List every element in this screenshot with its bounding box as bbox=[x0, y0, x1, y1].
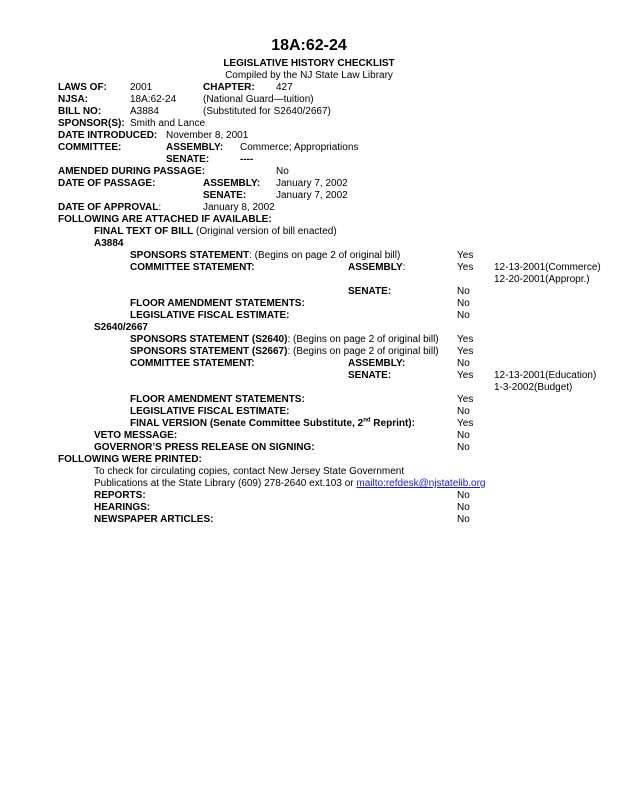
laws-of-label: LAWS OF: bbox=[58, 82, 107, 93]
s2640-final-version-label: FINAL VERSION (Senate Committee Substitute, 2nd Reprint): bbox=[130, 417, 415, 429]
governor-press-release-value: No bbox=[457, 442, 470, 453]
newspaper-articles-label: NEWSPAPER ARTICLES: bbox=[94, 514, 214, 525]
s2640-heading: S2640/2667 bbox=[94, 322, 148, 333]
sponsors-label: SPONSOR(S): bbox=[58, 118, 125, 129]
circulating-copies-line-2: Publications at the State Library (609) 278-2640 ext.103 or mailto:refdesk@njstatelib.org bbox=[94, 478, 486, 489]
sponsors-value: Smith and Lance bbox=[130, 118, 206, 129]
a3884-senate-label: SENATE: bbox=[348, 286, 392, 297]
committee-senate-value: ---- bbox=[240, 154, 254, 165]
hearings-value: No bbox=[457, 502, 470, 513]
a3884-floor-value: No bbox=[457, 298, 470, 309]
date-introduced-value: November 8, 2001 bbox=[166, 130, 249, 141]
s2640-floor-label: FLOOR AMENDMENT STATEMENTS: bbox=[130, 394, 305, 405]
chapter-label: CHAPTER: bbox=[203, 82, 255, 93]
date-of-approval-label: DATE OF APPROVAL: bbox=[58, 202, 162, 213]
njsa-note: (National Guard—tuition) bbox=[203, 94, 314, 105]
laws-of-value: 2001 bbox=[130, 82, 153, 93]
newspaper-articles-value: No bbox=[457, 514, 470, 525]
reports-label: REPORTS: bbox=[94, 490, 146, 501]
passage-senate-value: January 7, 2002 bbox=[276, 190, 348, 201]
passage-assembly-label: ASSEMBLY: bbox=[203, 178, 261, 189]
bill-no-note: (Substituted for S2640/2667) bbox=[203, 106, 331, 117]
s2640-sponsors-statement: SPONSORS STATEMENT (S2640): (Begins on page 2 of original bill) bbox=[130, 334, 439, 345]
bill-no-label: BILL NO: bbox=[58, 106, 102, 117]
a3884-senate-value: No bbox=[457, 286, 470, 297]
date-of-approval-value: January 8, 2002 bbox=[203, 202, 275, 213]
page-title: 18A:62-24 bbox=[271, 37, 347, 54]
a3884-fiscal-label: LEGISLATIVE FISCAL ESTIMATE: bbox=[130, 310, 290, 321]
a3884-assembly-label: ASSEMBLY: bbox=[348, 262, 406, 273]
s2640-floor-value: Yes bbox=[457, 394, 474, 405]
chapter-value: 427 bbox=[276, 82, 293, 93]
s2640-final-version-value: Yes bbox=[457, 418, 474, 429]
a3884-assembly-date-2: 12-20-2001(Appropr.) bbox=[494, 274, 590, 285]
date-introduced-label: DATE INTRODUCED: bbox=[58, 130, 158, 141]
s2640-committee-label: COMMITTEE STATEMENT: bbox=[130, 358, 255, 369]
hearings-label: HEARINGS: bbox=[94, 502, 151, 513]
a3884-sponsors-statement: SPONSORS STATEMENT: (Begins on page 2 of original bill) bbox=[130, 250, 401, 261]
date-of-passage-label: DATE OF PASSAGE: bbox=[58, 178, 156, 189]
veto-value: No bbox=[457, 430, 470, 441]
following-printed-heading: FOLLOWING WERE PRINTED: bbox=[58, 454, 202, 465]
s2640-senate-date-2: 1-3-2002(Budget) bbox=[494, 382, 573, 393]
amended-value: No bbox=[276, 166, 289, 177]
checklist-heading: LEGISLATIVE HISTORY CHECKLIST bbox=[223, 58, 395, 69]
veto-label: VETO MESSAGE: bbox=[94, 430, 178, 441]
njsa-label: NJSA: bbox=[58, 94, 89, 105]
compiled-by: Compiled by the NJ State Law Library bbox=[225, 70, 393, 81]
circulating-copies-line-1: To check for circulating copies, contact New Jersey State Government bbox=[94, 466, 405, 477]
s2640-fiscal-value: No bbox=[457, 406, 470, 417]
final-text-of-bill: FINAL TEXT OF BILL (Original version of bill enacted) bbox=[94, 226, 337, 237]
a3884-assembly-date-1: 12-13-2001(Commerce) bbox=[494, 262, 601, 273]
committee-label: COMMITTEE: bbox=[58, 142, 122, 153]
amended-label: AMENDED DURING PASSAGE: bbox=[58, 166, 206, 177]
a3884-sponsors-value: Yes bbox=[457, 250, 474, 261]
a3884-heading: A3884 bbox=[94, 238, 124, 249]
s2640-senate-date-1: 12-13-2001(Education) bbox=[494, 370, 597, 381]
njsa-value: 18A:62-24 bbox=[130, 94, 177, 105]
following-attached-heading: FOLLOWING ARE ATTACHED IF AVAILABLE: bbox=[58, 214, 272, 225]
committee-assembly-label: ASSEMBLY: bbox=[166, 142, 224, 153]
committee-assembly-value: Commerce; Appropriations bbox=[240, 142, 359, 153]
s2640-assembly-value: No bbox=[457, 358, 470, 369]
passage-assembly-value: January 7, 2002 bbox=[276, 178, 348, 189]
s2640-senate-label: SENATE: bbox=[348, 370, 392, 381]
governor-press-release-label: GOVERNOR’S PRESS RELEASE ON SIGNING: bbox=[94, 442, 315, 453]
s2640-senate-value: Yes bbox=[457, 370, 474, 381]
s2640-sponsors-value: Yes bbox=[457, 334, 474, 345]
bill-no-value: A3884 bbox=[130, 106, 159, 117]
committee-senate-label: SENATE: bbox=[166, 154, 210, 165]
a3884-committee-label: COMMITTEE STATEMENT: bbox=[130, 262, 255, 273]
s2640-fiscal-label: LEGISLATIVE FISCAL ESTIMATE: bbox=[130, 406, 290, 417]
passage-senate-label: SENATE: bbox=[203, 190, 247, 201]
s2667-sponsors-statement: SPONSORS STATEMENT (S2667): (Begins on page 2 of original bill) bbox=[130, 346, 439, 357]
s2667-sponsors-value: Yes bbox=[457, 346, 474, 357]
a3884-floor-label: FLOOR AMENDMENT STATEMENTS: bbox=[130, 298, 305, 309]
a3884-assembly-value: Yes bbox=[457, 262, 474, 273]
s2640-assembly-label: ASSEMBLY: bbox=[348, 358, 406, 369]
reports-value: No bbox=[457, 490, 470, 501]
refdesk-email-link[interactable]: mailto:refdesk@njstatelib.org bbox=[356, 478, 486, 489]
a3884-fiscal-value: No bbox=[457, 310, 470, 321]
